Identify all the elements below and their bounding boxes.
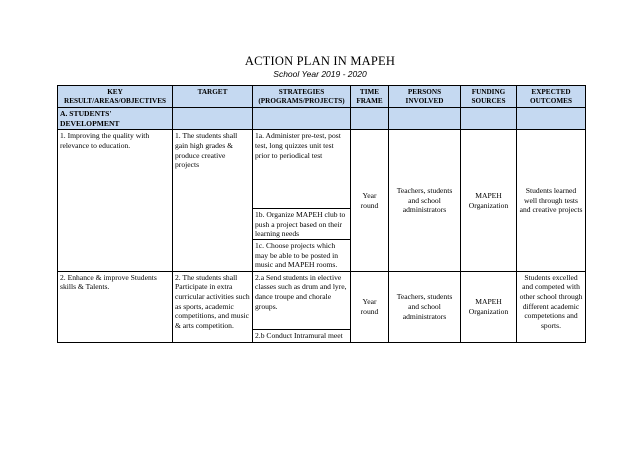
document-title: ACTION PLAN IN MAPEH: [244, 54, 396, 68]
document-subtitle: School Year 2019 - 2020: [273, 69, 367, 79]
strategies-cell-2: [253, 271, 351, 342]
time-frame-2: Year round: [351, 271, 389, 342]
strategies-cell-1: [253, 130, 351, 271]
section-row: [58, 108, 586, 130]
persons-involved-1: Teachers, students and school administrators: [389, 130, 461, 271]
header-expected-outcomes: EXPECTED OUTCOMES: [517, 86, 586, 108]
strategy-1c: 1c. Choose projects which may be able to be posted in music and MAPEH rooms.: [253, 239, 350, 270]
time-frame-1: Year round: [351, 130, 389, 271]
expected-outcome-2: Students excelled and competed with other school through different academic competetions and sports.: [517, 271, 586, 342]
persons-involved-2: Teachers, students and school administrators: [389, 271, 461, 342]
plan-row-1: [58, 130, 586, 271]
header-key-results: KEY RESULT/AREAS/OBJECTIVES: [58, 86, 173, 108]
strategy-1a: 1a. Administer pre-test, post test, long quizzes unit test prior to periodical test: [255, 131, 341, 160]
header-row: [58, 86, 586, 108]
header-target: TARGET: [173, 86, 253, 108]
strategy-1b: 1b. Organize MAPEH club to push a project based on their learning needs: [253, 208, 350, 239]
objective-1: 1. Improving the quality with relevance to education.: [58, 130, 173, 271]
strategy-2b: 2.b Conduct Intramural meet: [253, 329, 350, 341]
expected-outcome-1: Students learned well through tests and creative projects: [517, 130, 586, 271]
header-persons-involved: PERSONS INVOLVED: [389, 86, 461, 108]
strategy-2a: 2.a Send students in elective classes such as drum and lyre, dance troupe and chorale groups.: [255, 272, 347, 311]
plan-row-2: [58, 271, 586, 342]
target-1: 1. The students shall gain high grades & produce creative projects: [173, 130, 253, 271]
header-funding-sources: FUNDING SOURCES: [461, 86, 517, 108]
header-strategies: STRATEGIES (PROGRAMS/PROJECTS): [253, 86, 351, 108]
section-students-development: A. STUDENTS' DEVELOPMENT: [58, 108, 173, 130]
header-time-frame: TIME FRAME: [351, 86, 389, 108]
funding-source-2: MAPEH Organization: [461, 271, 517, 342]
action-plan-table: [57, 85, 586, 343]
target-2: 2. The students shall Participate in extra curricular activities such as sports, academic competitions, and music & arts competition.: [173, 271, 253, 342]
funding-source-1: MAPEH Organization: [461, 130, 517, 271]
objective-2: 2. Enhance & improve Students skills & Talents.: [58, 271, 173, 342]
